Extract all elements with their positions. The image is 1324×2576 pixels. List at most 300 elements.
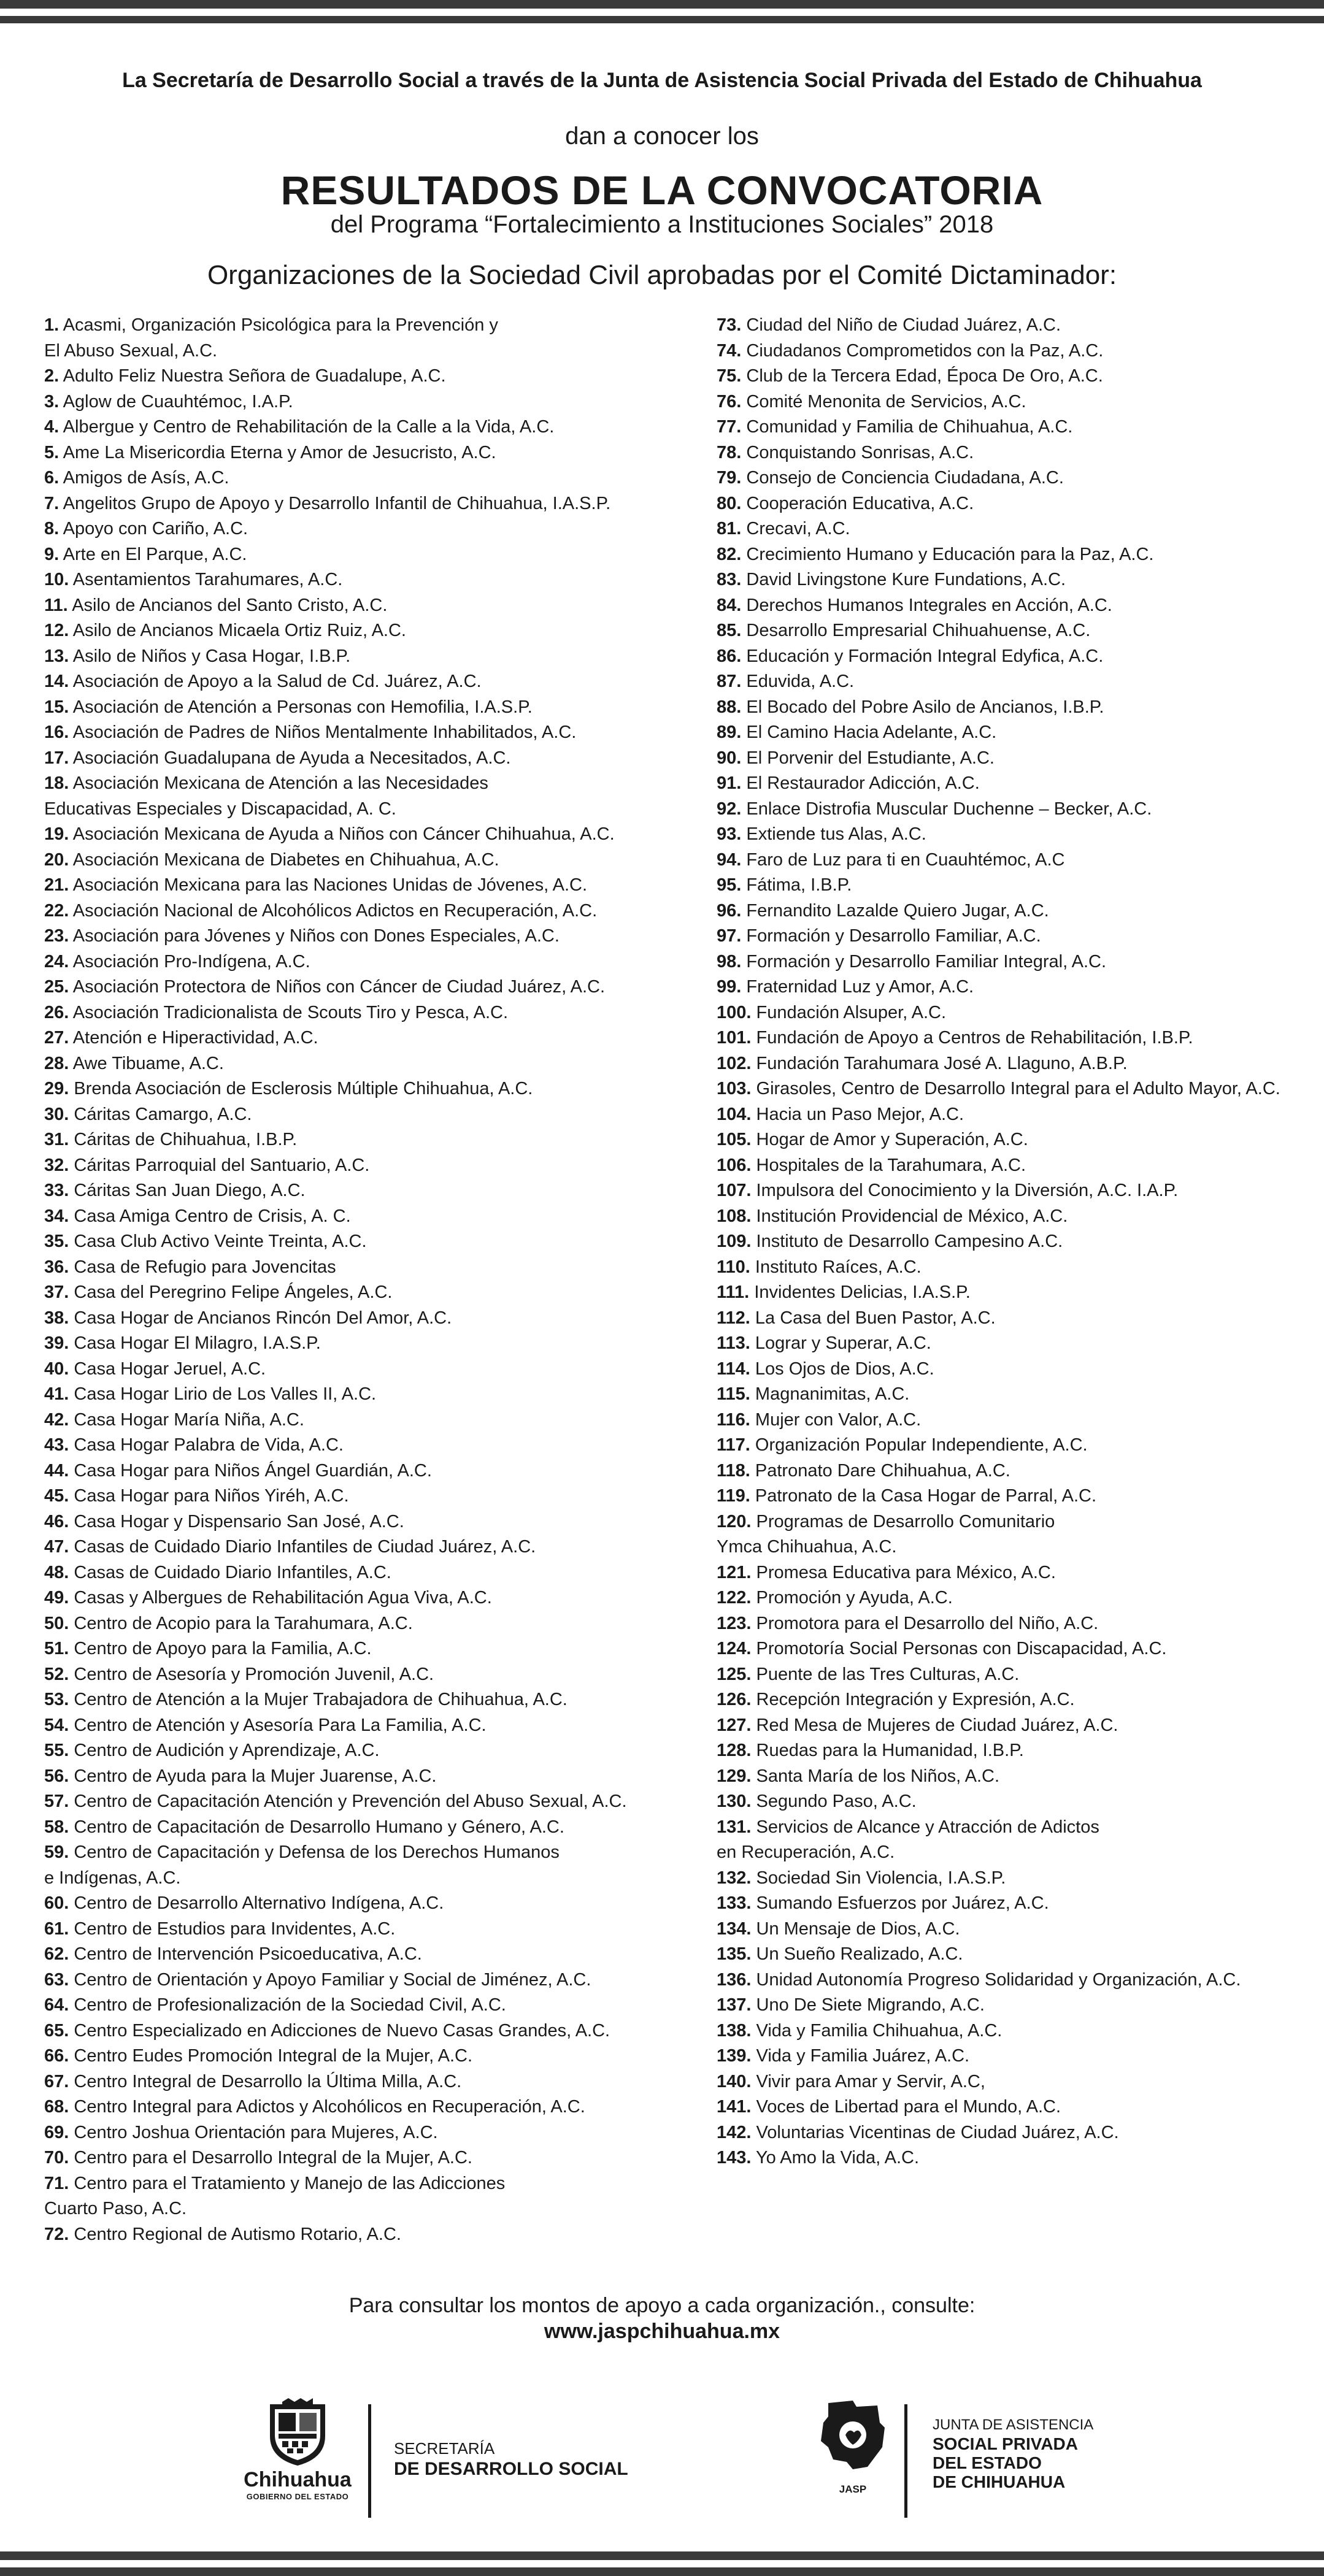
organization-list-item [44, 618, 713, 644]
organization-list-item [44, 593, 713, 619]
organization-name: Comité Menonita de Servicios, A.C. [746, 391, 1026, 412]
organization-list-item [717, 1942, 1281, 1968]
organization-name: Casa Club Activo Veinte Treinta, A.C. [74, 1232, 367, 1251]
organization-list-item [717, 899, 1281, 924]
organization-name: Segundo Paso, A.C. [756, 1792, 917, 1811]
organization-list-item [44, 1636, 713, 1662]
organization-number: 78. [717, 442, 742, 462]
organization-list-item [717, 593, 1281, 619]
organization-list-item [717, 1789, 1281, 1815]
organization-name: Atención e Hiperactividad, A.C. [72, 1028, 318, 1048]
organization-name: Centro de Profesionalización de la Sociedad Civil, A.C. [74, 1995, 506, 2015]
organization-list-item [44, 415, 713, 440]
organization-number: 102. [717, 1053, 752, 1073]
intro-line: La Secretaría de Desarrollo Social a través de la Junta de Asistencia Social Privada del Estado de Chihuahua [122, 69, 1202, 92]
organization-name: David Livingstone Kure Fundations, A.C. [746, 570, 1066, 589]
organization-name: Puente de las Tres Culturas, A.C. [756, 1664, 1020, 1684]
organization-number: 2. [44, 366, 60, 386]
organization-name: Promesa Educativa para México, A.C. [756, 1562, 1056, 1582]
organization-name: Vivir para Amar y Servir, A.C, [756, 2071, 985, 2091]
organization-list-item [717, 695, 1281, 721]
organization-list-item [717, 1255, 1281, 1281]
organization-name: Centro para el Desarrollo Integral de la Mujer, A.C. [74, 2148, 472, 2168]
sds-logo-text [394, 2438, 628, 2480]
organization-number: 89. [717, 723, 742, 742]
organization-list-item [717, 1866, 1281, 1892]
organization-number: 59. [44, 1842, 69, 1862]
organization-number: 8. [44, 519, 60, 539]
organization-number: 38. [44, 1308, 69, 1328]
organization-number: 65. [44, 2020, 69, 2041]
organization-list-item [44, 1764, 713, 1790]
organization-number: 15. [44, 697, 69, 717]
organization-list-item [717, 822, 1281, 848]
organization-number: 109. [717, 1232, 752, 1251]
organization-list-item [717, 440, 1281, 466]
organization-number: 113. [717, 1333, 750, 1353]
jasp-line-1: JUNTA DE ASISTENCIA [933, 2417, 1094, 2433]
organization-list-item [717, 389, 1281, 415]
organization-number: 25. [44, 977, 69, 997]
organization-name: Aglow de Cuauhtémoc, I.A.P. [63, 391, 293, 412]
organization-name: Centro de Intervención Psicoeducativa, A.C. [74, 1944, 422, 1964]
organization-name: Santa María de los Niños, A.C. [756, 1766, 1000, 1786]
organization-name: Asociación para Jóvenes y Niños con Dones Especiales, A.C. [72, 926, 560, 946]
organization-name: Albergue y Centro de Rehabilitación de la Calle a la Vida, A.C. [63, 417, 555, 437]
organization-name: Programas de Desarrollo Comunitario [756, 1511, 1055, 1531]
organization-name: Adulto Feliz Nuestra Señora de Guadalupe, A.C. [63, 366, 446, 386]
jasp-logo [810, 2398, 896, 2521]
organization-number: 57. [44, 1792, 69, 1811]
organization-list-item [44, 1076, 713, 1102]
organization-number: 61. [44, 1919, 69, 1939]
organization-list-item [44, 1968, 713, 1993]
organization-number: 63. [44, 1969, 69, 1990]
organization-number: 141. [717, 2097, 752, 2117]
jasp-logo-wordmark: JASP [839, 2483, 867, 2495]
organization-number: 37. [44, 1282, 69, 1302]
organization-list-item [44, 1280, 713, 1306]
organization-name: Derechos Humanos Integrales en Acción, A.C. [746, 595, 1112, 615]
organization-number: 122. [717, 1588, 752, 1608]
organization-name: Lograr y Superar, A.C. [755, 1333, 931, 1353]
organization-name: Comunidad y Familia de Chihuahua, A.C. [746, 417, 1073, 437]
organization-number: 143. [717, 2148, 752, 2168]
organization-list-item [44, 1051, 713, 1077]
organization-list-item [44, 1687, 713, 1713]
organization-list-item [44, 1382, 713, 1408]
jasp-logo-text [933, 2415, 1093, 2491]
organization-number: 77. [717, 417, 742, 437]
organization-list-item [44, 1738, 713, 1764]
organization-list-item [44, 1331, 713, 1357]
organization-number: 119. [717, 1486, 750, 1506]
organization-list-item [44, 822, 713, 848]
organization-list-item [44, 746, 713, 772]
organization-name: en Recuperación, A.C. [717, 1842, 895, 1862]
organization-number: 127. [717, 1715, 752, 1735]
organization-number: 42. [44, 1409, 69, 1430]
organization-number: 40. [44, 1359, 69, 1379]
organization-number: 100. [717, 1002, 752, 1022]
organization-number: 114. [717, 1359, 750, 1379]
organization-list-item [717, 1051, 1281, 1077]
organization-number: 104. [717, 1104, 752, 1124]
organization-name: Cáritas Camargo, A.C. [74, 1104, 252, 1124]
organization-list-item [717, 2095, 1281, 2120]
organization-list-item [44, 1535, 713, 1560]
organization-name: Cáritas de Chihuahua, I.B.P. [74, 1130, 298, 1149]
organization-list-item [44, 1459, 713, 1484]
organization-number: 108. [717, 1206, 752, 1226]
organization-list-item [44, 1993, 713, 2018]
organization-list-item [44, 516, 713, 542]
organization-list-item [44, 491, 713, 517]
organization-list-item [717, 1433, 1281, 1459]
footer-note: Para consultar los montos de apoyo a cada organización., consulte: [348, 2294, 976, 2317]
organization-number: 27. [44, 1028, 69, 1048]
organization-name: Impulsora del Conocimiento y la Diversión, A.C. I.A.P. [756, 1181, 1179, 1200]
organization-name: Los Ojos de Dios, A.C. [755, 1359, 934, 1379]
organization-number: 107. [717, 1181, 752, 1200]
organization-name: Casa Hogar Palabra de Vida, A.C. [74, 1435, 344, 1455]
organization-name: Asociación de Apoyo a la Salud de Cd. Juárez, A.C. [72, 672, 482, 691]
organization-list-item [44, 1025, 713, 1051]
organization-number: 74. [717, 340, 742, 361]
organization-name: Uno De Siete Migrando, A.C. [756, 1995, 985, 2015]
organization-number: 115. [717, 1384, 750, 1404]
organization-name: Awe Tibuame, A.C. [72, 1053, 224, 1073]
organization-list-item [717, 1585, 1281, 1611]
organization-list-item [44, 313, 713, 339]
jasp-line-4: DE CHIHUAHUA [933, 2472, 1066, 2491]
organization-number: 70. [44, 2148, 69, 2168]
organization-number: 50. [44, 1613, 69, 1633]
organizations-list-left [44, 313, 713, 2247]
organization-name: Asociación Mexicana de Ayuda a Niños con Cáncer Chihuahua, A.C. [72, 824, 615, 844]
organization-name: Asociación de Atención a Personas con Hemofilia, I.A.S.P. [72, 697, 533, 717]
organization-number: 56. [44, 1766, 69, 1786]
organization-list-item [717, 720, 1281, 746]
organization-number: 99. [717, 977, 742, 997]
organization-name: Casa Hogar Jeruel, A.C. [74, 1359, 266, 1379]
chihuahua-shield-icon [264, 2398, 331, 2467]
organization-number: 98. [717, 951, 742, 972]
organization-list-item [44, 669, 713, 695]
organization-list-item [717, 1306, 1281, 1332]
organization-list-item [717, 949, 1281, 975]
organization-number: 58. [44, 1817, 69, 1837]
organization-list-item [717, 924, 1281, 949]
organization-name: Asociación Guadalupana de Ayuda a Necesitados, A.C. [72, 748, 511, 768]
organization-list-item [717, 873, 1281, 899]
organization-number: 14. [44, 672, 69, 691]
organization-name: Hacia un Paso Mejor, A.C. [756, 1104, 964, 1124]
organization-number: 44. [44, 1460, 69, 1481]
organization-number: 106. [717, 1155, 752, 1175]
organization-name: e Indígenas, A.C. [44, 1868, 181, 1888]
organizations-list-right [717, 313, 1281, 2171]
organization-name: Extiende tus Alas, A.C. [746, 824, 926, 844]
organization-name: Cáritas San Juan Diego, A.C. [74, 1181, 306, 1200]
organization-name: Casas y Albergues de Rehabilitación Agua Viva, A.C. [74, 1588, 492, 1608]
organization-list-item [717, 644, 1281, 670]
organization-list-item [44, 1840, 713, 1866]
organization-list-item [44, 1229, 713, 1255]
organization-number: 35. [44, 1232, 69, 1251]
organization-list-item [717, 466, 1281, 491]
organization-list-item [44, 644, 713, 670]
organization-name: El Porvenir del Estudiante, A.C. [746, 748, 995, 768]
organization-list-item [717, 1535, 1281, 1560]
organization-list-item [717, 2069, 1281, 2095]
organization-number: 93. [717, 824, 742, 844]
sds-line-2: DE DESARROLLO SOCIAL [394, 2459, 628, 2479]
organization-name: Asociación Protectora de Niños con Cáncer de Ciudad Juárez, A.C. [72, 977, 606, 997]
organization-name: Educativas Especiales y Discapacidad, A. C. [44, 799, 396, 819]
organization-name: Hospitales de la Tarahumara, A.C. [756, 1155, 1026, 1175]
organization-name: Organización Popular Independiente, A.C. [755, 1435, 1088, 1455]
organization-name: Fundación de Apoyo a Centros de Rehabilitación, I.B.P. [756, 1028, 1193, 1048]
organization-number: 64. [44, 1995, 69, 2015]
organization-list-item [44, 975, 713, 1000]
organization-list-item [44, 389, 713, 415]
organization-list-item [717, 364, 1281, 389]
organization-list-item [44, 1255, 713, 1281]
organization-number: 45. [44, 1486, 69, 1506]
organization-number: 54. [44, 1715, 69, 1735]
organization-list-item [44, 1153, 713, 1179]
organization-number: 110. [717, 1257, 750, 1277]
organization-list-item [44, 1433, 713, 1459]
organization-number: 21. [44, 875, 69, 895]
organization-name: Recepción Integración y Expresión, A.C. [756, 1690, 1075, 1709]
organization-name: Formación y Desarrollo Familiar Integral, A.C. [746, 951, 1107, 972]
organization-number: 17. [44, 748, 69, 768]
organization-number: 13. [44, 646, 69, 666]
organization-number: 62. [44, 1944, 69, 1964]
organization-number: 26. [44, 1002, 69, 1022]
organization-number: 111. [717, 1282, 750, 1302]
organization-number: 60. [44, 1893, 69, 1913]
organization-list-item [717, 1076, 1281, 1102]
organization-number: 142. [717, 2122, 752, 2142]
organization-list-item [717, 1713, 1281, 1739]
organization-name: Unidad Autonomía Progreso Solidaridad y Organización, A.C. [756, 1969, 1241, 1990]
organization-name: Asentamientos Tarahumares, A.C. [72, 570, 343, 589]
organization-number: 49. [44, 1588, 69, 1608]
organization-number: 3. [44, 391, 60, 412]
organization-number: 73. [717, 315, 742, 335]
organization-list-item [717, 1025, 1281, 1051]
organization-name: Casas de Cuidado Diario Infantiles, A.C. [74, 1562, 391, 1582]
organization-list-item [717, 1662, 1281, 1688]
organization-number: 95. [717, 875, 742, 895]
organization-name: Crecavi, A.C. [746, 519, 850, 539]
organization-list-item [717, 1153, 1281, 1179]
organization-name: Ame La Misericordia Eterna y Amor de Jesucristo, A.C. [63, 442, 496, 462]
organization-number: 76. [717, 391, 742, 412]
organization-number: 12. [44, 621, 69, 640]
organization-list-item [717, 1408, 1281, 1433]
organization-list-item [44, 873, 713, 899]
organization-number: 97. [717, 926, 742, 946]
organization-name: Asociación de Padres de Niños Mentalmente Inhabilitados, A.C. [72, 723, 577, 742]
jasp-line-3: DEL ESTADO [933, 2453, 1042, 2472]
organization-number: 10. [44, 570, 69, 589]
organization-name: Instituto de Desarrollo Campesino A.C. [756, 1232, 1063, 1251]
sds-line-1: SECRETARÍA [394, 2439, 495, 2458]
organization-number: 81. [717, 519, 742, 539]
organization-name: Fernandito Lazalde Quiero Jugar, A.C. [746, 900, 1049, 921]
organization-number: 105. [717, 1130, 752, 1149]
organization-number: 134. [717, 1919, 752, 1939]
organization-name: Centro de Acopio para la Tarahumara, A.C. [74, 1613, 413, 1633]
announce-line: dan a conocer los [565, 123, 759, 150]
organization-number: 137. [717, 1995, 752, 2015]
organization-number: 7. [44, 493, 60, 513]
organization-list-item [44, 2069, 713, 2095]
organization-number: 136. [717, 1969, 752, 1990]
organization-number: 88. [717, 697, 742, 717]
organization-name: Casa Hogar de Ancianos Rincón Del Amor, A.C. [74, 1308, 452, 1328]
organization-number: 30. [44, 1104, 69, 1124]
organization-list-item [717, 1357, 1281, 1382]
organization-number: 131. [717, 1817, 752, 1837]
organization-number: 6. [44, 468, 60, 488]
organization-name: Un Mensaje de Dios, A.C. [756, 1919, 960, 1939]
organization-number: 39. [44, 1333, 69, 1353]
organization-number: 125. [717, 1664, 752, 1684]
organization-name: El Camino Hacia Adelante, A.C. [746, 723, 997, 742]
organization-number: 46. [44, 1511, 69, 1531]
organization-name: Girasoles, Centro de Desarrollo Integral para el Adulto Mayor, A.C. [756, 1079, 1280, 1098]
organization-number: 28. [44, 1053, 69, 1073]
organization-number: 91. [717, 773, 742, 793]
jasp-state-map-icon [816, 2398, 890, 2478]
organization-name: Asociación Mexicana de Atención a las Necesidades [72, 773, 488, 793]
organization-list-item [44, 2018, 713, 2044]
organization-list-item [717, 1127, 1281, 1153]
logo-divider-left [368, 2404, 371, 2518]
organization-name: Eduvida, A.C. [746, 672, 855, 691]
top-border-bar [0, 0, 1324, 9]
organization-list-item [44, 1866, 713, 1892]
organization-list-item [44, 1178, 713, 1204]
organization-name: Brenda Asociación de Esclerosis Múltiple Chihuahua, A.C. [74, 1079, 533, 1098]
organization-list-item [717, 746, 1281, 772]
organization-number: 11. [44, 595, 68, 615]
organization-list-item [44, 2171, 713, 2197]
organization-name: El Bocado del Pobre Asilo de Ancianos, I.B.P. [746, 697, 1104, 717]
organization-number: 94. [717, 849, 742, 870]
organization-name: Apoyo con Cariño, A.C. [63, 519, 248, 539]
organization-name: Centro de Orientación y Apoyo Familiar y Social de Jiménez, A.C. [74, 1969, 591, 1990]
organization-list-item [717, 848, 1281, 873]
organization-list-item [44, 1102, 713, 1128]
organization-list-item [44, 1000, 713, 1026]
organization-name: Asilo de Niños y Casa Hogar, I.B.P. [72, 646, 351, 666]
website-link[interactable]: www.jaspchihuahua.mx [544, 2320, 780, 2343]
logo-divider-right [904, 2404, 907, 2518]
organization-list-item [44, 848, 713, 873]
organization-list-item [717, 1993, 1281, 2018]
organization-name: Casa Hogar para Niños Yiréh, A.C. [74, 1486, 349, 1506]
organization-name: Casas de Cuidado Diario Infantiles de Ciudad Juárez, A.C. [74, 1537, 536, 1557]
organization-name: Asociación Nacional de Alcohólicos Adictos en Recuperación, A.C. [72, 900, 598, 921]
organization-list-item [717, 339, 1281, 364]
organization-name: Centro de Capacitación de Desarrollo Humano y Género, A.C. [74, 1817, 564, 1837]
organization-list-item [717, 2145, 1281, 2171]
organization-number: 80. [717, 493, 742, 513]
organization-number: 32. [44, 1155, 69, 1175]
organization-list-item [44, 1942, 713, 1968]
organization-list-item [44, 2222, 713, 2248]
organization-number: 69. [44, 2122, 69, 2142]
organization-number: 90. [717, 748, 742, 768]
organization-name: Casa Amiga Centro de Crisis, A. C. [74, 1206, 351, 1226]
organization-number: 117. [717, 1435, 750, 1455]
organization-name: El Restaurador Adicción, A.C. [746, 773, 980, 793]
organization-list-item [44, 364, 713, 389]
organization-number: 129. [717, 1766, 752, 1786]
organization-list-item [717, 1968, 1281, 1993]
organization-list-item [44, 1306, 713, 1332]
organization-name: Centro Integral de Desarrollo la Última Milla, A.C. [74, 2071, 462, 2091]
organization-list-item [717, 1560, 1281, 1586]
organization-name: Faro de Luz para ti en Cuauhtémoc, A.C [746, 849, 1065, 870]
organization-number: 130. [717, 1792, 752, 1811]
organization-name: Fundación Tarahumara José A. Llaguno, A.B.P. [756, 1053, 1128, 1073]
organization-list-item [717, 1000, 1281, 1026]
organization-list-item [717, 1102, 1281, 1128]
organization-number: 72. [44, 2224, 69, 2244]
organization-name: Casa de Refugio para Jovencitas [74, 1257, 336, 1277]
top-border-bar-secondary [0, 16, 1324, 23]
organization-list-item [44, 1560, 713, 1586]
organization-name: Red Mesa de Mujeres de Ciudad Juárez, A.C. [756, 1715, 1118, 1735]
organization-list-item [717, 1687, 1281, 1713]
chihuahua-logo-wordmark: Chihuahua [244, 2468, 352, 2491]
organization-name: Asociación Pro-Indígena, A.C. [72, 951, 310, 972]
organization-name: Sociedad Sin Violencia, I.A.S.P. [756, 1868, 1006, 1888]
organization-name: Asociación Mexicana de Diabetes en Chihuahua, A.C. [72, 849, 499, 870]
organization-number: 112. [717, 1308, 750, 1328]
organization-number: 24. [44, 951, 69, 972]
organization-name: Asilo de Ancianos Micaela Ortiz Ruiz, A.C. [72, 621, 406, 640]
jasp-line-2: SOCIAL PRIVADA [933, 2434, 1078, 2453]
organization-name: Fundación Alsuper, A.C. [756, 1002, 947, 1022]
organization-list-item [717, 2044, 1281, 2069]
organization-name: Servicios de Alcance y Atracción de Adictos [756, 1817, 1099, 1837]
organization-name: Casa Hogar María Niña, A.C. [74, 1409, 304, 1430]
organization-list-item [44, 695, 713, 721]
organization-list-item [717, 1891, 1281, 1917]
organization-name: Cuarto Paso, A.C. [44, 2199, 187, 2218]
organization-number: 67. [44, 2071, 69, 2091]
organization-name: Arte en El Parque, A.C. [63, 544, 247, 564]
organization-number: 120. [717, 1511, 752, 1531]
organization-name: Centro de Desarrollo Alternativo Indígena, A.C. [74, 1893, 444, 1913]
organization-list-item [717, 1509, 1281, 1535]
organization-name: Ciudad del Niño de Ciudad Juárez, A.C. [746, 315, 1061, 335]
organization-name: Conquistando Sonrisas, A.C. [746, 442, 974, 462]
organization-name: Sumando Esfuerzos por Juárez, A.C. [756, 1893, 1049, 1913]
organization-list-item [44, 2044, 713, 2069]
organization-name: Yo Amo la Vida, A.C. [756, 2148, 920, 2168]
organization-number: 92. [717, 799, 742, 819]
organization-list-item [44, 2095, 713, 2120]
